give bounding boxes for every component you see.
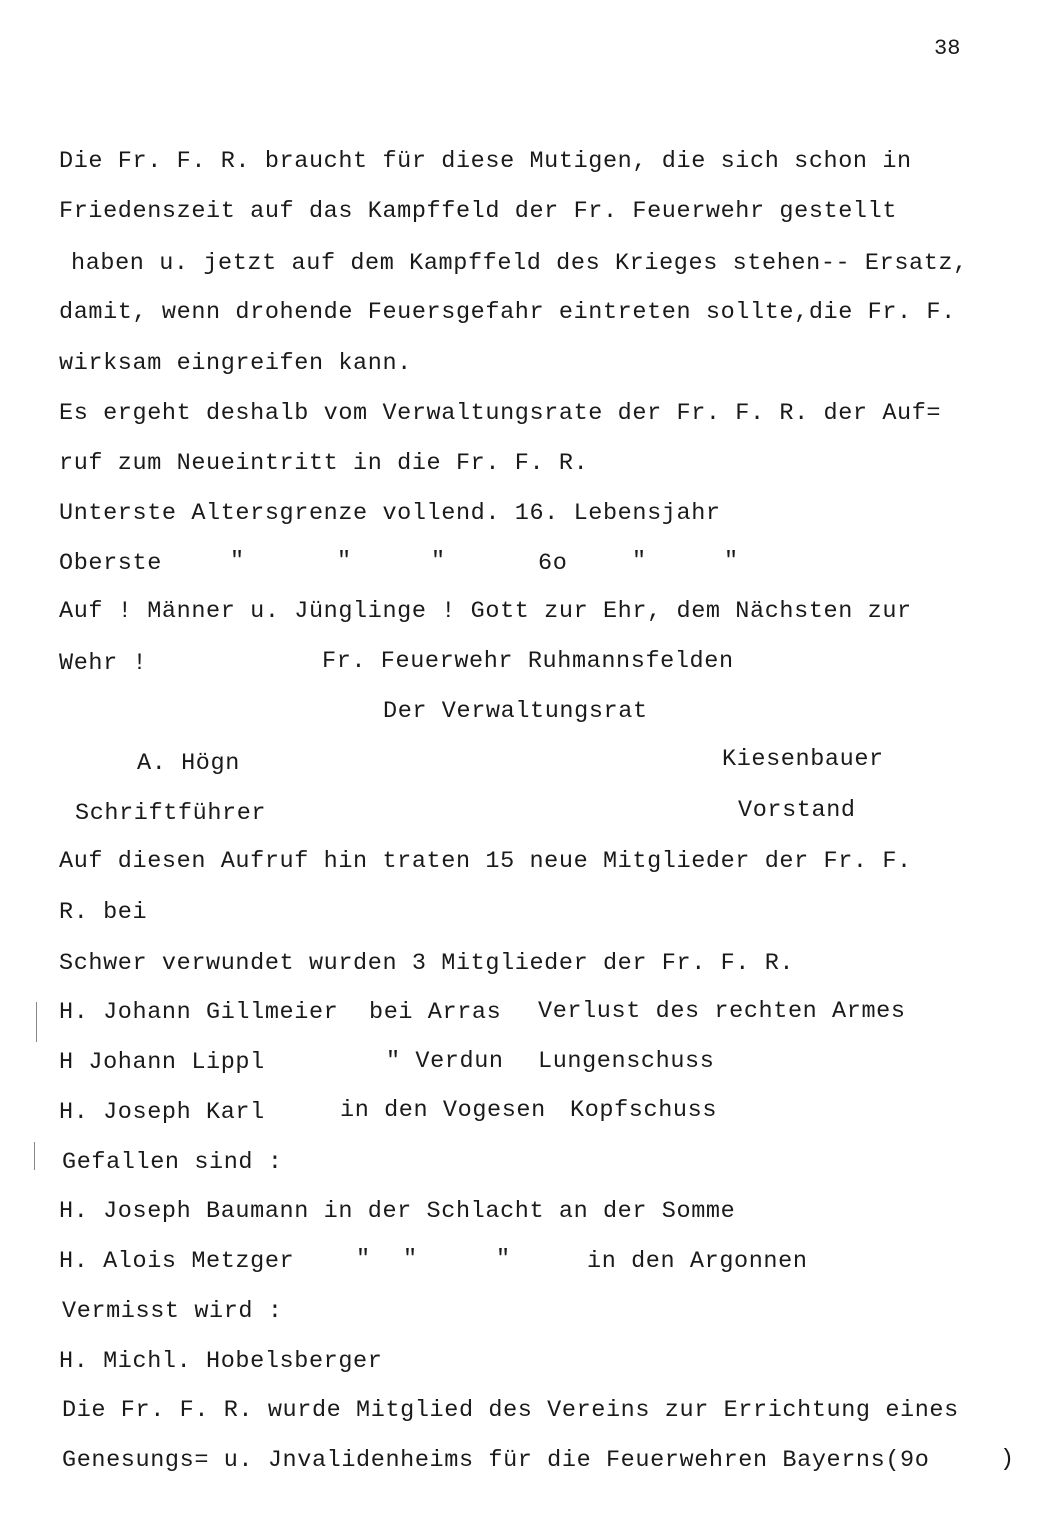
body-line-1: Die Fr. F. R. braucht für diese Mutigen, die sich schon in [59,148,912,175]
ditto-mark: " [496,1246,511,1273]
ditto-mark: " [356,1246,371,1273]
wounded-injury: Lungenschuss [538,1048,715,1075]
ditto-mark: " [337,548,352,575]
signature-right-name: Kiesenbauer [722,746,884,773]
ditto-mark: " [724,548,739,575]
ditto-mark: " [230,548,245,575]
margin-stroke [34,1142,35,1170]
signature-right-role: Vorstand [738,797,856,824]
body2-line-2: R. bei [59,899,148,926]
wounded-name: H. Johann Gillmeier [59,999,339,1026]
page-number: 38 [934,36,961,61]
body-line-11-left: Wehr ! [59,650,148,677]
body-line-8: Unterste Altersgrenze vollend. 16. Lebensjahr [59,500,721,527]
missing-name: H. Michl. Hobelsberger [59,1348,383,1375]
council-title: Der Verwaltungsrat [383,698,648,725]
age-limit-label: Oberste [59,550,162,577]
age-limit-value: 6o [538,550,568,577]
margin-stroke [36,1002,37,1042]
body2-line-3: Schwer verwundet wurden 3 Mitglieder der Fr. F. R. [59,950,795,977]
body-line-7: ruf zum Neueintritt in die Fr. F. R. [59,450,589,477]
wounded-name: H. Joseph Karl [59,1099,265,1126]
wounded-place: bei Arras [369,999,502,1026]
closing-line-2: Genesungs= u. Jnvalidenheims für die Feuerwehren Bayerns(9o [62,1447,930,1474]
body-line-6: Es ergeht deshalb vom Verwaltungsrate der Fr. F. R. der Auf= [59,400,942,427]
fallen-heading: Gefallen sind : [62,1149,283,1176]
body-line-3: haben u. jetzt auf dem Kampffeld des Krieges stehen-- Ersatz, [71,250,968,277]
fallen-row: H. Joseph Baumann in der Schlacht an der Somme [59,1198,736,1225]
wounded-place: " Verdun [386,1048,504,1075]
ditto-mark: " [632,548,647,575]
wounded-name: H Johann Lippl [59,1049,265,1076]
organisation-name: Fr. Feuerwehr Ruhmannsfelden [322,648,734,675]
ditto-mark: " [403,1246,418,1273]
signature-left-role: Schriftführer [75,800,267,827]
body-line-4: damit, wenn drohende Feuersgefahr eintreten sollte,die Fr. F. [59,299,956,326]
closing-paren: ) [1000,1446,1015,1473]
body-line-5: wirksam eingreifen kann. [59,350,412,377]
body2-line-1: Auf diesen Aufruf hin traten 15 neue Mitglieder der Fr. F. [59,848,912,875]
closing-line-1: Die Fr. F. R. wurde Mitglied des Vereins zur Errichtung eines [62,1397,959,1424]
body-line-2: Friedenszeit auf das Kampffeld der Fr. Feuerwehr gestellt [59,198,898,225]
ditto-mark: " [431,548,446,575]
missing-heading: Vermisst wird : [62,1298,283,1325]
fallen-name: H. Alois Metzger [59,1248,295,1275]
signature-left-name: A. Högn [137,750,240,777]
wounded-injury: Kopfschuss [570,1097,718,1124]
wounded-place: in den Vogesen [340,1097,546,1124]
body-line-10: Auf ! Männer u. Jünglinge ! Gott zur Ehr, dem Nächsten zur [59,598,912,625]
fallen-place: in den Argonnen [587,1248,808,1275]
wounded-injury: Verlust des rechten Armes [538,998,906,1025]
